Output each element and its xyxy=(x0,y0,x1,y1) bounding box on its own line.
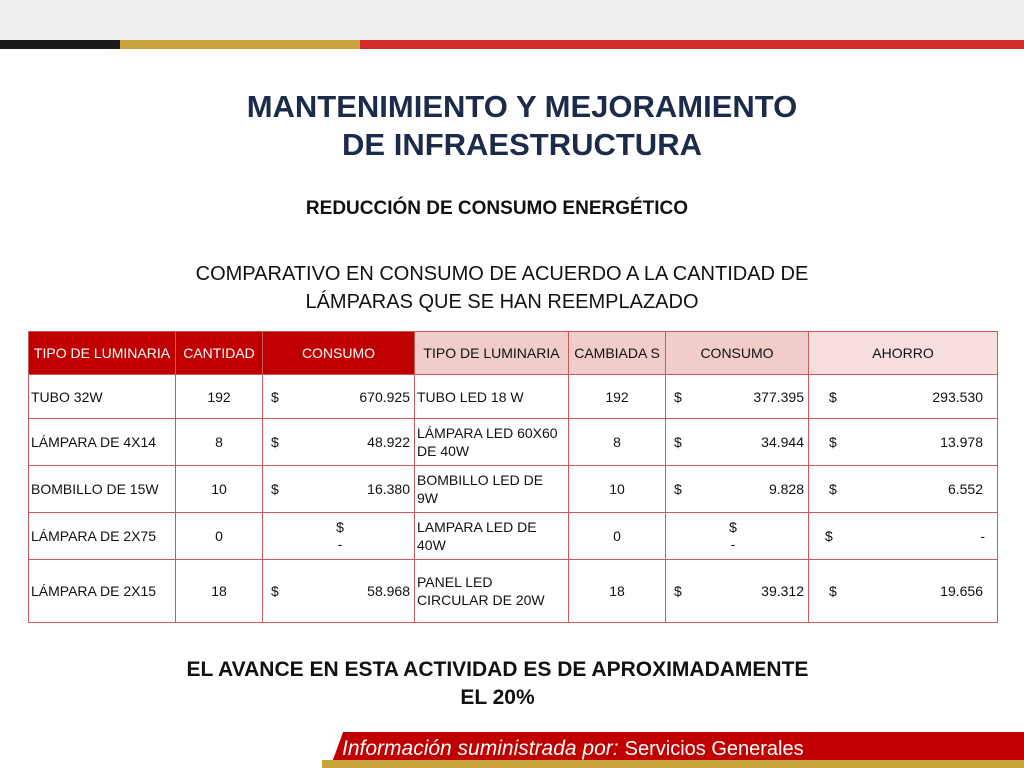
header-ahorro: AHORRO xyxy=(809,332,998,375)
table-header-row xyxy=(29,332,998,375)
stripe-black xyxy=(0,40,120,49)
new-type: BOMBILLO LED DE 9W xyxy=(415,466,569,513)
header-tipo-luminaria: TIPO DE LUMINARIA xyxy=(29,332,176,375)
currency-symbol: $ xyxy=(674,481,682,497)
changed-count: 8 xyxy=(569,419,666,466)
currency-symbol: $ xyxy=(271,583,279,599)
conclusion-line-2: EL 20% xyxy=(460,686,535,709)
footer-source xyxy=(342,737,804,761)
header-cambiadas: CAMBIADA S xyxy=(569,332,666,375)
old-type: LÁMPARA DE 2X15 xyxy=(29,560,176,623)
top-bar xyxy=(0,0,1024,40)
header-tipo-luminaria-nueva: TIPO DE LUMINARIA xyxy=(415,332,569,375)
quantity: 192 xyxy=(176,375,263,419)
new-type: TUBO LED 18 W xyxy=(415,375,569,419)
conclusion-line-1: EL AVANCE EN ESTA ACTIVIDAD ES DE APROXIMADAMENTE xyxy=(186,658,809,681)
amount: - xyxy=(337,536,343,552)
new-consumo xyxy=(666,375,809,419)
footer-label: Información suministrada por: xyxy=(342,737,619,760)
new-consumo xyxy=(666,466,809,513)
quantity: 18 xyxy=(176,560,263,623)
amount: 670.925 xyxy=(359,388,410,405)
comparison-description xyxy=(0,260,1004,316)
ahorro xyxy=(809,375,998,419)
table-row xyxy=(29,466,998,513)
header-cantidad: CANTIDAD xyxy=(176,332,263,375)
section-subtitle: REDUCCIÓN DE CONSUMO ENERGÉTICO xyxy=(305,198,689,219)
old-consumo xyxy=(263,466,415,513)
new-type: PANEL LED CIRCULAR DE 20W xyxy=(415,560,569,623)
quantity: 0 xyxy=(176,513,263,560)
changed-count: 192 xyxy=(569,375,666,419)
changed-count: 18 xyxy=(569,560,666,623)
footer-value: Servicios Generales xyxy=(624,738,804,760)
currency-symbol: $ xyxy=(674,583,682,599)
currency-symbol: $ xyxy=(825,528,833,544)
conclusion xyxy=(0,656,995,712)
amount: - xyxy=(980,528,985,544)
old-type: LÁMPARA DE 4X14 xyxy=(29,419,176,466)
amount: 6.552 xyxy=(947,481,983,497)
currency-symbol: $ xyxy=(829,583,837,599)
currency-symbol: $ xyxy=(674,434,682,450)
old-type: TUBO 32W xyxy=(29,375,176,419)
new-type: LAMPARA LED DE 40W xyxy=(415,513,569,560)
old-consumo xyxy=(263,419,415,466)
footer-gold-band xyxy=(322,760,1024,768)
page-title xyxy=(0,88,1024,164)
currency-symbol: $ xyxy=(829,434,837,450)
old-type: BOMBILLO DE 15W xyxy=(29,466,176,513)
old-consumo xyxy=(263,375,415,419)
changed-count: 0 xyxy=(569,513,666,560)
stripe-gold xyxy=(120,40,360,49)
table-row xyxy=(29,560,998,623)
ahorro xyxy=(809,466,998,513)
new-consumo xyxy=(666,560,809,623)
new-consumo xyxy=(666,419,809,466)
quantity: 8 xyxy=(176,419,263,466)
amount: - xyxy=(730,536,736,552)
title-line-1: MANTENIMIENTO Y MEJORAMIENTO xyxy=(246,89,798,124)
new-consumo xyxy=(666,513,809,560)
header-consumo: CONSUMO xyxy=(263,332,415,375)
amount: 19.656 xyxy=(940,583,983,599)
old-consumo xyxy=(263,513,415,560)
amount: 39.312 xyxy=(761,583,804,599)
table-row xyxy=(29,513,998,560)
currency-symbol: $ xyxy=(336,519,344,535)
amount: 9.828 xyxy=(768,481,804,497)
amount: 58.968 xyxy=(367,583,410,599)
amount: 13.978 xyxy=(940,434,983,450)
new-type: LÁMPARA LED 60X60 DE 40W xyxy=(415,419,569,466)
stripe-red xyxy=(360,40,1024,49)
amount: 16.380 xyxy=(367,481,410,497)
table-row xyxy=(29,419,998,466)
currency-symbol: $ xyxy=(674,388,682,405)
amount: 377.395 xyxy=(753,388,804,405)
old-type: LÁMPARA DE 2X75 xyxy=(29,513,176,560)
table-row xyxy=(29,375,998,419)
currency-symbol: $ xyxy=(271,388,279,405)
currency-symbol: $ xyxy=(271,434,279,450)
changed-count: 10 xyxy=(569,466,666,513)
quantity: 10 xyxy=(176,466,263,513)
ahorro xyxy=(809,513,998,560)
amount: 48.922 xyxy=(367,434,410,450)
amount: 293.530 xyxy=(932,388,983,405)
currency-symbol: $ xyxy=(729,519,737,535)
comparison-line-2: LÁMPARAS QUE SE HAN REEMPLAZADO xyxy=(305,291,699,313)
title-line-2: DE INFRAESTRUCTURA xyxy=(342,127,702,162)
header-consumo-nuevo: CONSUMO xyxy=(666,332,809,375)
consumption-table xyxy=(28,331,998,623)
currency-symbol: $ xyxy=(829,388,837,405)
currency-symbol: $ xyxy=(829,481,837,497)
amount: 34.944 xyxy=(761,434,804,450)
currency-symbol: $ xyxy=(271,481,279,497)
comparison-line-1: COMPARATIVO EN CONSUMO DE ACUERDO A LA CANTIDAD DE xyxy=(195,263,809,285)
old-consumo xyxy=(263,560,415,623)
ahorro xyxy=(809,419,998,466)
ahorro xyxy=(809,560,998,623)
